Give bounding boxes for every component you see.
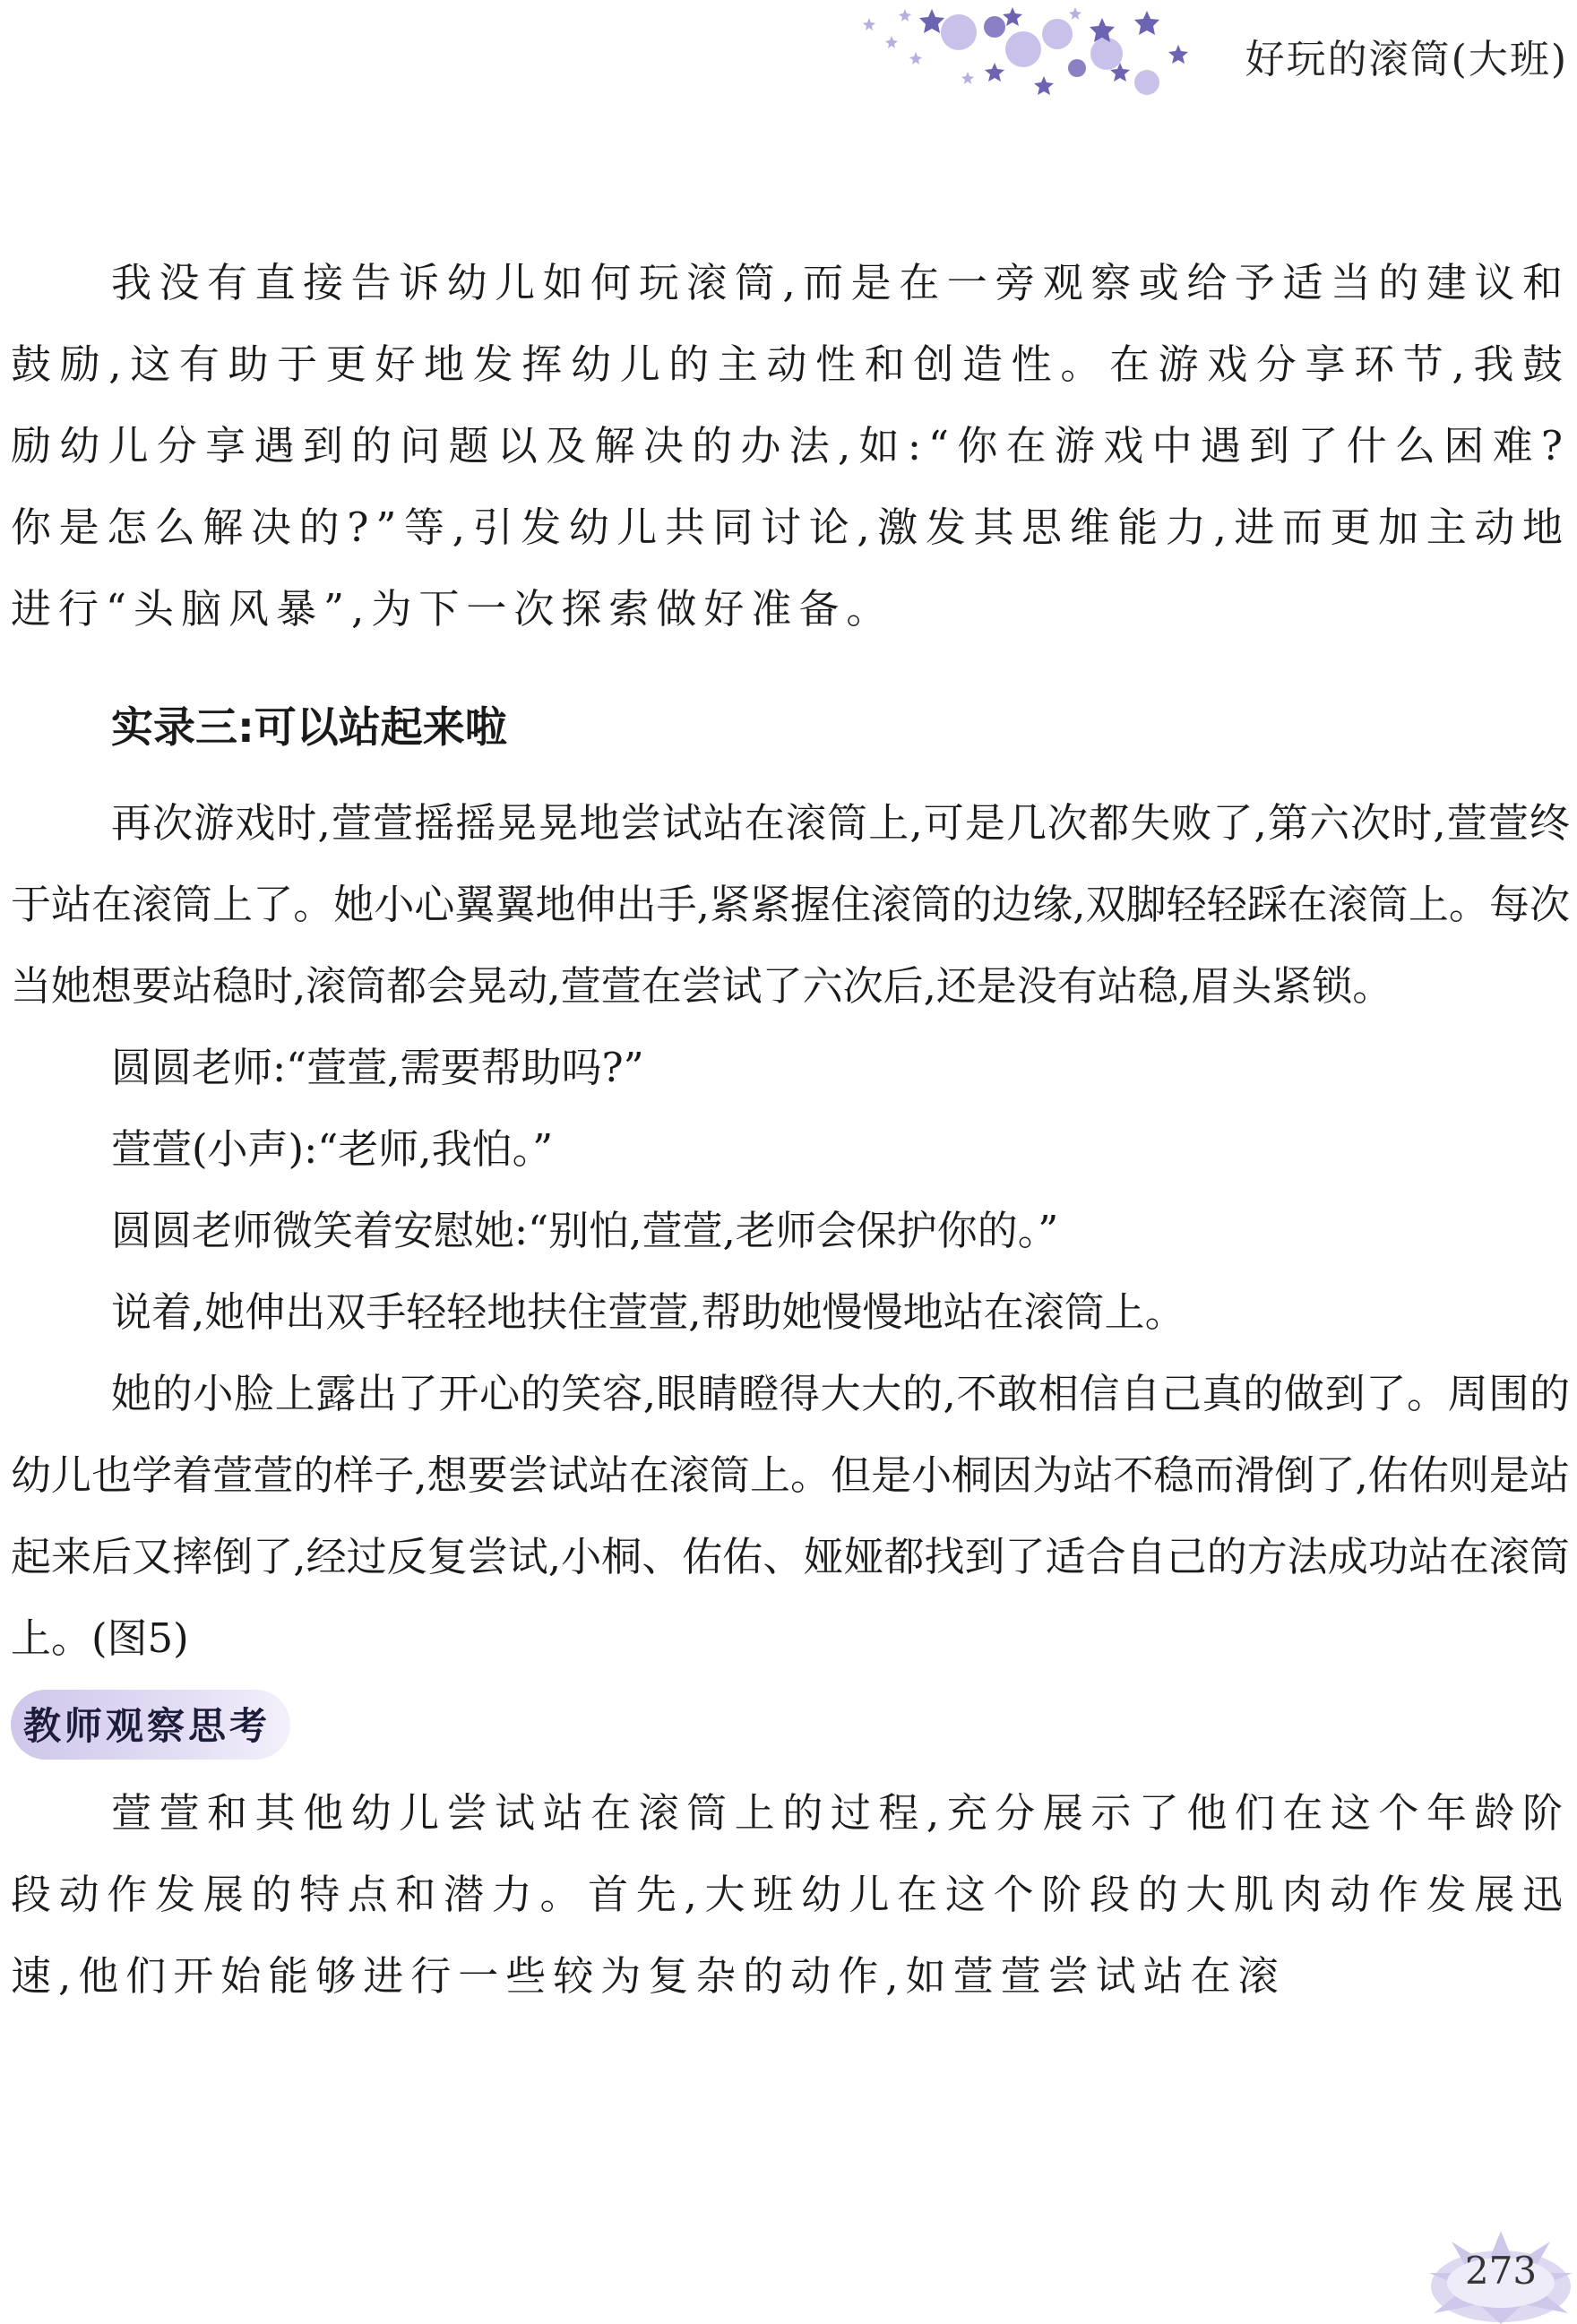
dialogue-line: 圆圆老师:“萱萱,需要帮助吗?” [111,1044,644,1091]
paragraph: 再次游戏时,萱萱摇摇晃晃地尝试站在滚筒上,可是几次都失败了,第六次时,萱萱终于站在滚筒上了。她小心翼翼地伸出手,紧紧握住滚筒的边缘,双脚轻轻踩在滚筒上。每次当她想要站稳时,滚筒都会晃动,萱萱在尝试了六次后,还是没有站稳,眉头紧锁。 [11,799,1570,1010]
dialogue-line: 圆圆老师微笑着安慰她:“别怕,萱萱,老师会保护你的。” [111,1207,1059,1254]
running-header-title: 好玩的滚筒(大班) [1245,37,1568,82]
paragraph: 说着,她伸出双手轻轻地扶住萱萱,帮助她慢慢地站在滚筒上。 [111,1288,1185,1336]
page-number: 273 [1464,2249,1538,2293]
dialogue-line: 萱萱(小声):“老师,我怕。” [111,1125,554,1173]
paragraph: 萱萱和其他幼儿尝试站在滚筒上的过程,充分展示了他们在这个年龄阶段动作发展的特点和潜力。首先,大班幼儿在这个阶段的大肌肉动作发展迅速,他们开始能够进行一些较为复杂的动作,如萱萱尝试站在滚 [11,1789,1570,2000]
paragraph: 她的小脸上露出了开心的笑容,眼睛瞪得大大的,不敢相信自己真的做到了。周围的幼儿也学着萱萱的样子,想要尝试站在滚筒上。但是小桐因为站不稳而滑倒了,佑佑则是站起来后又摔倒了,经过反复尝试,小桐、佑佑、娅娅都找到了适合自己的方法成功站在滚筒上。(图5) [11,1370,1570,1662]
page-content [11,242,1570,2017]
header-decoration-stars-icon [851,0,1228,108]
section-title: 实录三:可以站起来啦 [111,703,507,753]
paragraph: 我没有直接告诉幼儿如何玩滚筒,而是在一旁观察或给予适当的建议和鼓励,这有助于更好地发挥幼儿的主动性和创造性。在游戏分享环节,我鼓励幼儿分享遇到的问题以及解决的办法,如:“你在游戏中遇到了什么困难?你是怎么解决的?”等,引发幼儿共同讨论,激发其思维能力,进而更加主动地进行“头脑风暴”,为下一次探索做好准备。 [11,259,1570,633]
teacher-reflection-badge: 教师观察思考 [11,1690,290,1760]
